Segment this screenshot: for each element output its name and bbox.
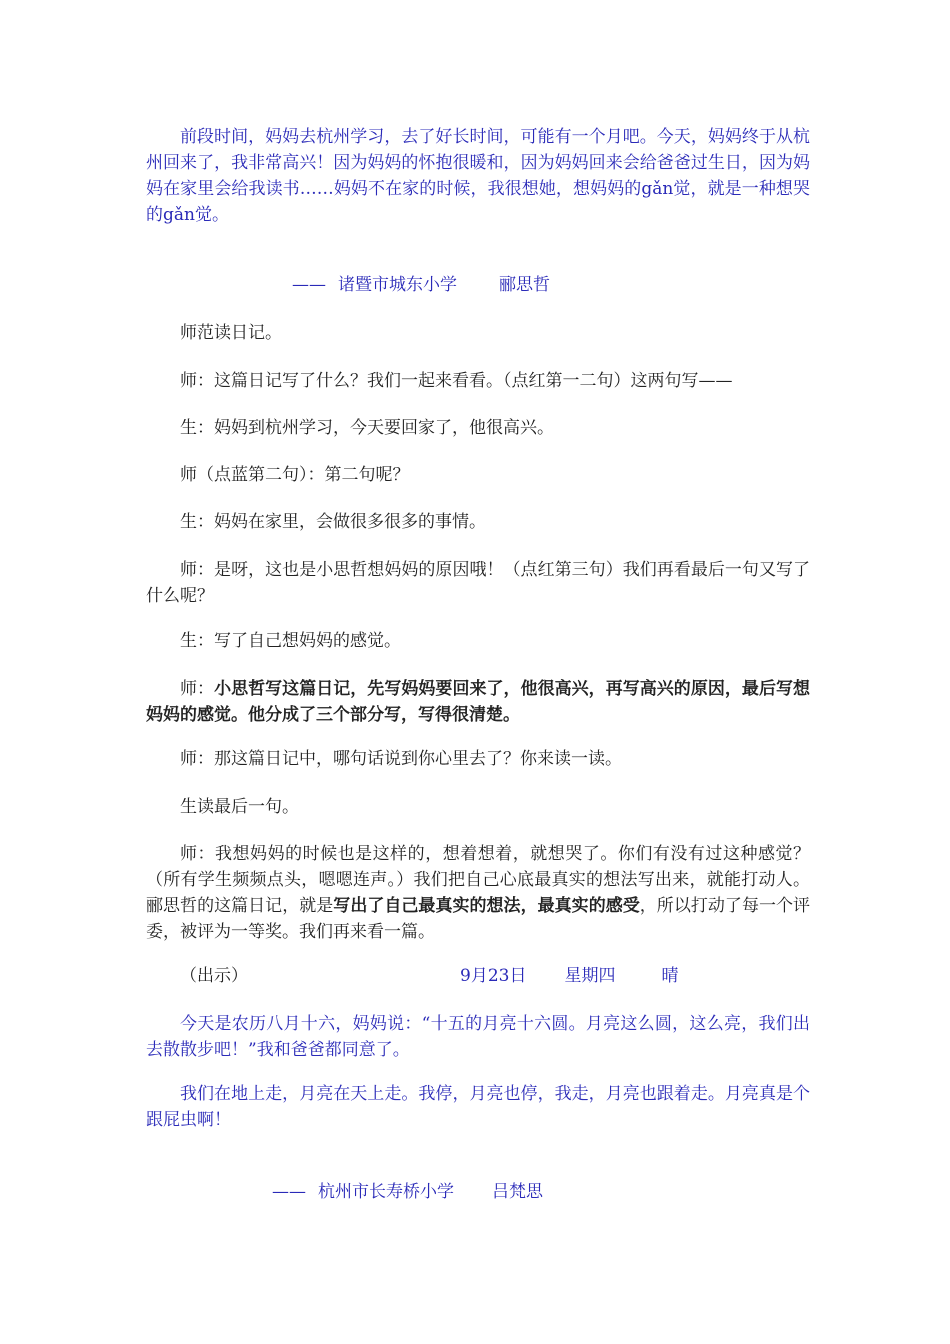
diary-date: 9月23日 bbox=[460, 966, 527, 986]
signature-dash: —— bbox=[292, 275, 326, 295]
diary-weather: 晴 bbox=[661, 966, 679, 986]
commentary-bold: 写出了自己最真实的想法，最真实的感受 bbox=[333, 896, 640, 916]
dialogue-line: 师：那这篇日记中，哪句话说到你心里去了？你来读一读。 bbox=[180, 749, 622, 769]
dialogue-line: 师：是呀，这也是小思哲想妈妈的原因哦！（点红第三句）我们再看最后一句又写了什么呢？ bbox=[146, 560, 810, 606]
dialogue-line: 师（点蓝第二句）：第二句呢？ bbox=[180, 465, 410, 485]
commentary-part-one: 师：我想妈妈的时候也是这样的，想着想着，就想哭了。你们有没有过这种感觉？（所有学生频频点头，嗯嗯连声。）我们把自己心底最真实的想法写出来，就能打动人。郦思哲的这篇日记，就是 bbox=[146, 844, 810, 916]
diary-weekday: 星期四 bbox=[564, 966, 616, 986]
diary-one-signature bbox=[292, 272, 550, 298]
diary-two-paragraph-one: 今天是农历八月十六，妈妈说：“十五的月亮十六圆。月亮这么圆，这么亮，我们出去散散步吧！”我和爸爸都同意了。 bbox=[146, 1014, 810, 1060]
dialogue-line: 生：妈妈到杭州学习，今天要回家了，他很高兴。 bbox=[180, 418, 554, 438]
dialogue-line: 生读最后一句。 bbox=[180, 797, 299, 817]
summary-speaker: 师： bbox=[180, 679, 215, 699]
dialogue-line: 生：妈妈在家里，会做很多很多的事情。 bbox=[180, 512, 486, 532]
diary-two-header bbox=[460, 963, 678, 989]
show-label: （出示） bbox=[180, 966, 248, 986]
diary-two-signature bbox=[272, 1179, 543, 1205]
signature-author: 郦思哲 bbox=[499, 275, 550, 295]
dialogue-line: 师范读日记。 bbox=[180, 323, 282, 343]
teacher-commentary bbox=[146, 841, 810, 945]
signature-school: 诸暨市城东小学 bbox=[338, 275, 457, 295]
show-line bbox=[180, 963, 248, 989]
signature-dash: —— bbox=[272, 1182, 306, 1202]
summary-bold-text: 小思哲写这篇日记，先写妈妈要回来了，他很高兴，再写高兴的原因，最后写想妈妈的感觉。他分成了三个部分写，写得很清楚。 bbox=[146, 679, 811, 725]
diary-two-paragraph-two: 我们在地上走，月亮在天上走。我停，月亮也停，我走，月亮也跟着走。月亮真是个跟屁虫啊！ bbox=[146, 1084, 810, 1130]
dialogue-line: 生：写了自己想妈妈的感觉。 bbox=[180, 631, 401, 651]
signature-school: 杭州市长寿桥小学 bbox=[318, 1182, 454, 1202]
signature-author: 吕梵思 bbox=[492, 1182, 543, 1202]
commentary-part-two: ，所以打动了每一个评委，被评为一等奖。我们再来看一篇。 bbox=[146, 896, 811, 942]
diary-one-text: 前段时间，妈妈去杭州学习，去了好长时间，可能有一个月吧。今天，妈妈终于从杭州回来了，我非常高兴！因为妈妈的怀抱很暖和，因为妈妈回来会给爸爸过生日，因为妈妈在家里会给我读书……妈妈不在家的时候，我很想她，想妈妈的gǎn觉，就是一种想哭的gǎn觉。 bbox=[146, 127, 810, 225]
dialogue-line: 师：这篇日记写了什么？我们一起来看看。（点红第一二句）这两句写—— bbox=[180, 371, 733, 391]
teacher-summary bbox=[146, 676, 810, 728]
